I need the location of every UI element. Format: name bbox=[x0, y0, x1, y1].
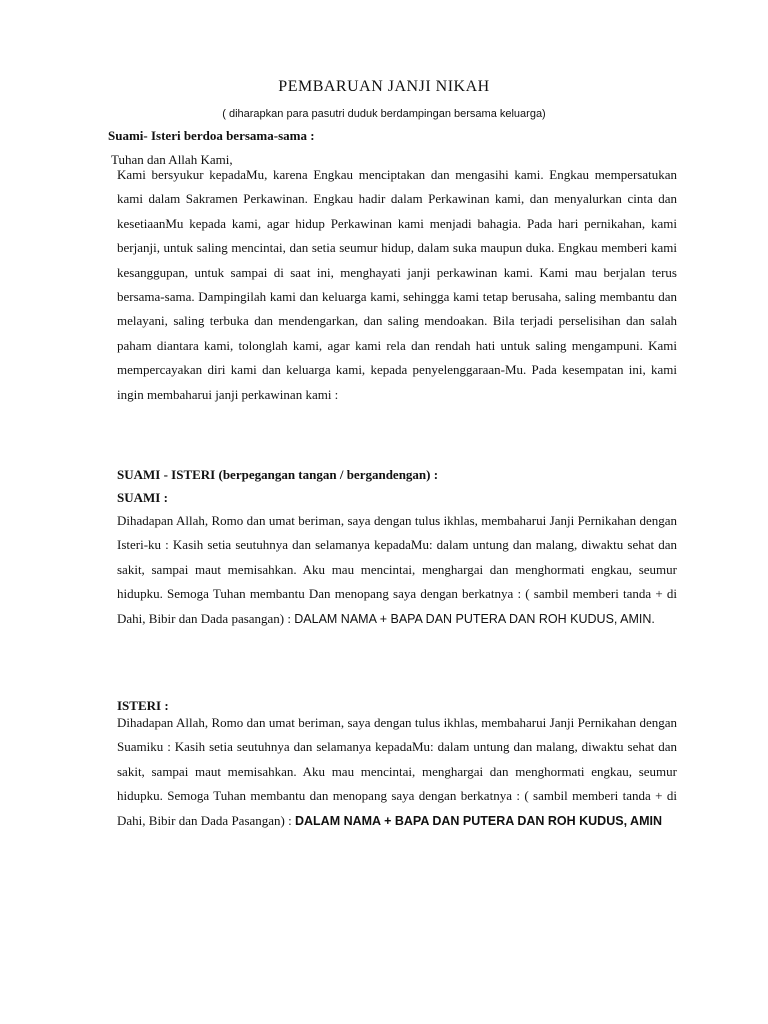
vows-heading: SUAMI - ISTERI (berpegangan tangan / bergandengan) : bbox=[117, 467, 439, 482]
wife-label: ISTERI : bbox=[117, 698, 169, 713]
wife-closing: DALAM NAMA + BAPA DAN PUTERA DAN ROH KUDUS, AMIN bbox=[294, 813, 662, 828]
husband-vow-block bbox=[117, 509, 677, 631]
wife-vow: Dihadapan Allah, Romo dan umat beriman, saya dengan tulus ikhlas, membaharui Janji Pernikahan dengan Suamiku : Kasih setia seutuhnya dan selamanya kepadaMu: dalam untung dan malang, diwaktu sehat dan sakit, sampai maut memisahkan. Aku mau mencintai, menghargai dan menghormati engkau, seumur hidupku. Semoga Tuhan membantu dan menopang saya dengan berkatnya : ( sambil memberi tanda + di Dahi, Bibir dan Dada Pasangan) : bbox=[117, 715, 677, 828]
prayer-salutation: Tuhan dan Allah Kami, bbox=[111, 152, 233, 167]
husband-label: SUAMI : bbox=[117, 490, 168, 505]
document-subtitle: ( diharapkan para pasutri duduk berdampingan bersama keluarga) bbox=[222, 108, 546, 120]
document-title: PEMBARUAN JANJI NIKAH bbox=[278, 78, 490, 95]
prayer-heading: Suami- Isteri berdoa bersama-sama : bbox=[108, 128, 315, 143]
wife-vow-block bbox=[117, 711, 677, 833]
prayer-text: Kami bersyukur kepadaMu, karena Engkau menciptakan dan mengasihi kami. Engkau mempersatukan kami dalam Sakramen Perkawinan. Engkau hadir dalam Perkawinan kami, dan menyalurkan cinta dan kesetiaanMu kepada kami, agar hidup Perkawinan kami menjadi bahagia. Pada hari pernikahan, kami berjanji, untuk saling mencintai, dan setia seumur hidup, dalam suka maupun duka. Engkau memberi kami kesanggupan, untuk sampai di saat ini, menghayati janji perkawinan kami. Kami mau berjalan terus bersama-sama. Dampingilah kami dan keluarga kami, sehingga kami tetap berusaha, saling membantu dan melayani, saling terbuka dan mendengarkan, dan saling mendoakan. Bila terjadi perselisihan dan salah paham diantara kami, tolonglah kami, agar kami rela dan rendah hati untuk saling mengampuni. Kami mempercayakan diri kami dan keluarga kami, kepada penyelenggaraan-Mu. Pada kesempatan ini, kami ingin membaharui janji perkawinan kami : bbox=[117, 167, 677, 402]
husband-closing: DALAM NAMA + BAPA DAN PUTERA DAN ROH KUDUS, AMIN. bbox=[294, 611, 655, 626]
husband-vow: Dihadapan Allah, Romo dan umat beriman, saya dengan tulus ikhlas, membaharui Janji Pernikahan dengan Isteri-ku : Kasih setia seutuhnya dan selamanya kepadaMu: dalam untung dan malang, diwaktu sehat dan sakit, sampai maut memisahkan. Aku mau mencintai, menghargai dan menghormati engkau, seumur hidupku. Semoga Tuhan membantu Dan menopang saya dengan berkatnya : ( sambil memberi tanda + di Dahi, Bibir dan Dada pasangan) : bbox=[117, 513, 677, 626]
prayer-text-block bbox=[117, 163, 677, 407]
